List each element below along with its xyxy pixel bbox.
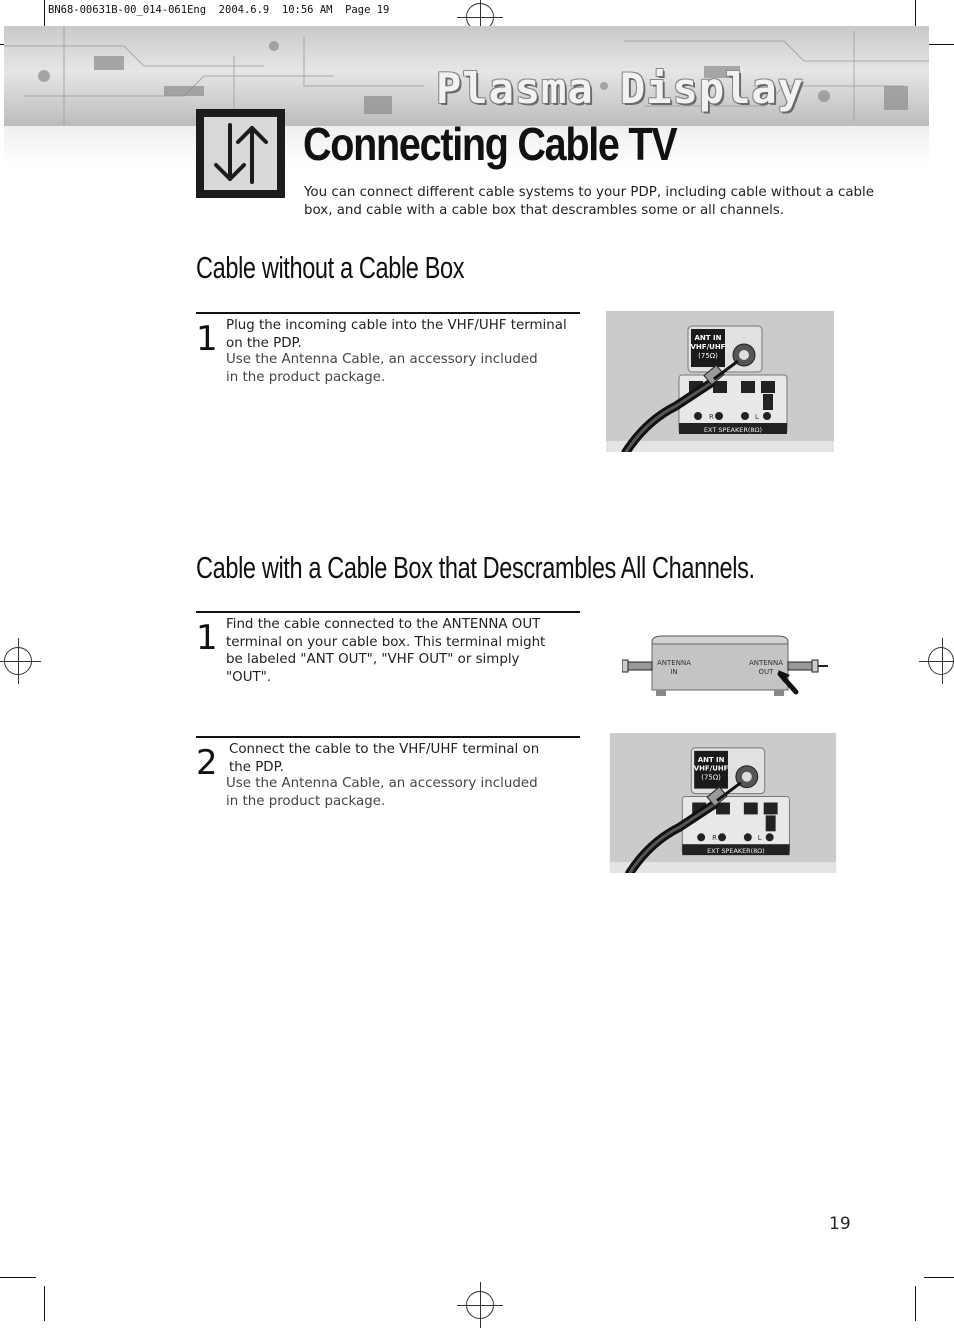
header-banner bbox=[4, 26, 929, 126]
step-note-line: in the product package. bbox=[226, 370, 386, 385]
antenna-in-label: ANTENNA bbox=[657, 659, 691, 667]
antenna-out-label-2: OUT bbox=[758, 668, 774, 676]
intro-paragraph: You can connect different cable systems to your PDP, including cable without a cable box, and cable with a cable box that descrambles some or all channels. bbox=[304, 185, 874, 218]
step-divider bbox=[196, 611, 580, 613]
step-divider bbox=[196, 312, 580, 314]
left-channel-label: L bbox=[757, 834, 762, 843]
ext-speaker-label: EXT SPEAKER(8Ω) bbox=[703, 426, 763, 434]
vhf-uhf-label: VHF/UHF bbox=[693, 764, 729, 773]
ant-in-label: ANT IN bbox=[694, 334, 722, 342]
step-note-line: in the product package. bbox=[226, 794, 386, 809]
ohm-label: (75Ω) bbox=[701, 773, 721, 782]
registration-mark bbox=[928, 647, 954, 675]
vhf-uhf-label: VHF/UHF bbox=[690, 343, 726, 351]
pdp-terminal-illustration bbox=[606, 311, 834, 452]
ext-speaker-label: EXT SPEAKER(8Ω) bbox=[707, 847, 765, 856]
step-note bbox=[226, 351, 556, 387]
step-instruction: Plug the incoming cable into the VHF/UHF terminal on the PDP. bbox=[226, 318, 567, 351]
page-number: 19 bbox=[829, 1214, 851, 1234]
step-instruction: Connect the cable to the VHF/UHF terminal on the PDP. bbox=[229, 742, 540, 775]
antenna-out-label: ANTENNA bbox=[749, 659, 783, 667]
step-divider bbox=[196, 736, 580, 738]
registration-mark bbox=[466, 1291, 494, 1319]
crop-mark bbox=[915, 1286, 916, 1321]
right-channel-label: R bbox=[712, 834, 717, 843]
step-note-line: Use the Antenna Cable, an accessory included bbox=[226, 352, 538, 367]
left-channel-label: L bbox=[755, 413, 759, 421]
ant-in-label: ANT IN bbox=[697, 755, 725, 764]
step-number: 2 bbox=[196, 743, 218, 783]
section-title-cable-box: Cable with a Cable Box that Descrambles All Channels. bbox=[196, 550, 755, 585]
banner-title: Plasma Display bbox=[436, 64, 805, 113]
crop-mark bbox=[44, 1286, 45, 1321]
step-number: 1 bbox=[196, 319, 218, 359]
cable-box-illustration bbox=[622, 632, 832, 700]
right-channel-label: R bbox=[709, 413, 714, 421]
step-note bbox=[226, 775, 556, 811]
antenna-in-label-2: IN bbox=[670, 668, 678, 676]
section-title-no-cable-box: Cable without a Cable Box bbox=[196, 250, 465, 285]
pdp-terminal-illustration bbox=[609, 733, 837, 873]
crop-mark bbox=[924, 1277, 954, 1278]
page-title: Connecting Cable TV bbox=[303, 118, 677, 170]
step-number: 1 bbox=[196, 618, 218, 658]
step-instruction: Find the cable connected to the ANTENNA OUT terminal on your cable box. This terminal might be labeled "ANT OUT", "VHF OUT" or simply "OUT". bbox=[226, 617, 546, 685]
connection-arrows-icon bbox=[196, 109, 285, 198]
crop-mark bbox=[0, 1277, 36, 1278]
print-slug: BN68-00631B-00_014-061Eng 2004.6.9 10:56 AM Page 19 bbox=[48, 4, 390, 16]
ohm-label: (75Ω) bbox=[698, 352, 718, 360]
registration-mark bbox=[4, 647, 32, 675]
step-note-line: Use the Antenna Cable, an accessory included bbox=[226, 776, 538, 791]
